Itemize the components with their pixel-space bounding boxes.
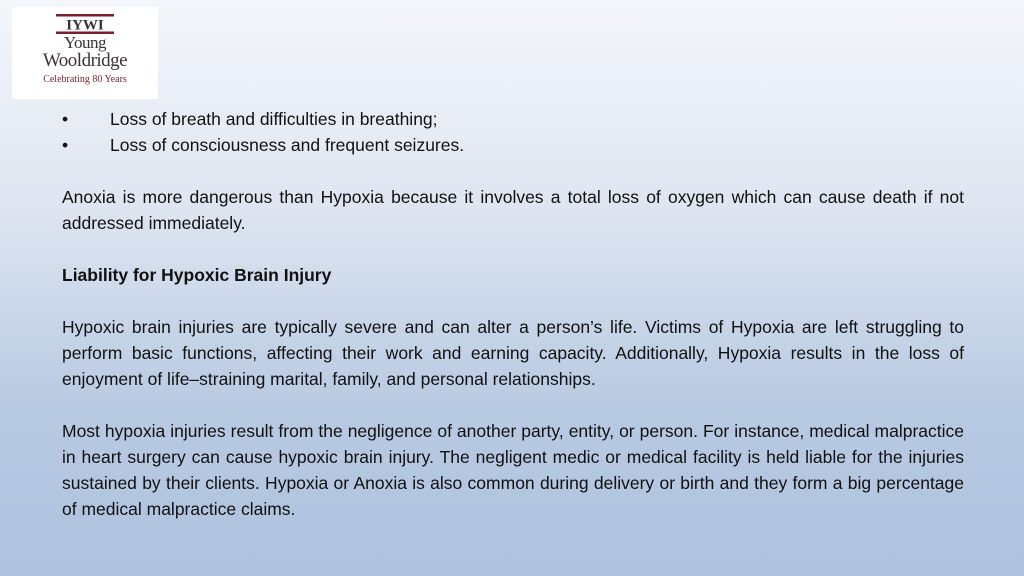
symptom-list [62,106,964,158]
section-heading: Liability for Hypoxic Brain Injury [62,265,332,285]
logo-mark-icon [56,14,114,34]
logo-tagline: Celebrating 80 Years [43,74,127,85]
list-item [62,106,964,132]
anoxia-paragraph: Anoxia is more dangerous than Hypoxia because it involves a total loss of oxygen which can cause death if not addressed immediately. [62,187,964,233]
bullet-icon: • [62,109,69,129]
logo-name-line2: Wooldridge [42,50,128,71]
logo-name-line1: Young [63,33,107,52]
logo-mark-text: IYWI [66,17,104,34]
negligence-paragraph: Most hypoxia injuries result from the negligence of another party, entity, or person. For instance, medical malpractice in heart surgery can cause hypoxic brain injury. The negligent medic or medical facility is held liable for the injuries sustained by their clients. Hypoxia or Anoxia is also common during delivery or birth and they form a big percentage of medical malpractice claims. [62,421,964,519]
list-item-text: Loss of consciousness and frequent seizures. [110,135,465,155]
bullet-icon: • [62,135,69,155]
list-item [62,132,964,158]
company-logo [12,7,158,99]
list-item-text: Loss of breath and difficulties in breathing; [110,109,438,129]
slide-body [62,106,964,522]
impact-paragraph: Hypoxic brain injuries are typically severe and can alter a person’s life. Victims of Hypoxia are left struggling to perform basic functions, affecting their work and earning capacity. Additionally, Hypoxia results in the loss of enjoyment of life–straining marital, family, and personal relationships. [62,317,964,389]
